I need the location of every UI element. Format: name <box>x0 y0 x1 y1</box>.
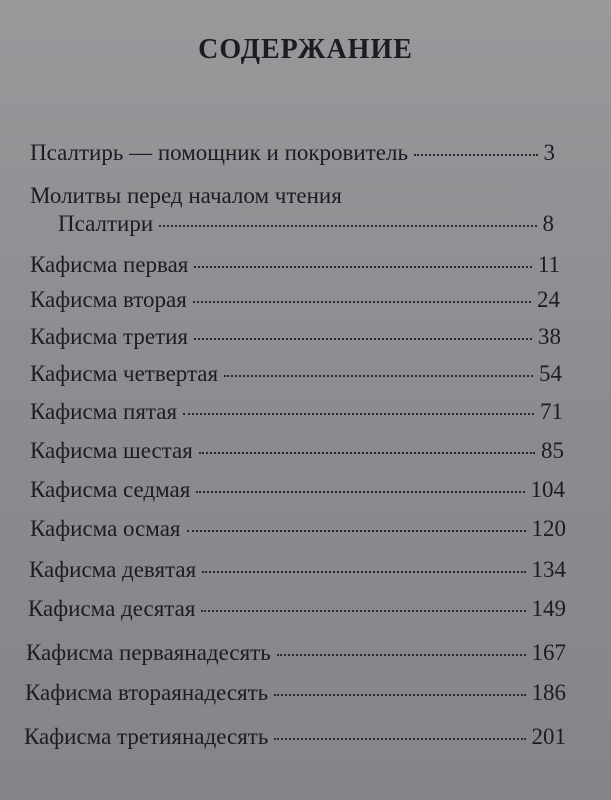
dot-leader <box>201 610 525 612</box>
toc-entry-page: 54 <box>539 361 562 386</box>
toc-entry-label: Кафисма пятая <box>30 399 178 424</box>
toc-entry-label: Кафисма втораянадесять <box>25 680 269 705</box>
toc-entry-label: Псалтири <box>58 211 154 236</box>
toc-entry-page: 149 <box>531 596 566 621</box>
toc-entry-label-line1: Молитвы перед началом чтения <box>30 183 342 208</box>
dot-leader <box>194 266 531 268</box>
toc-entry-label: Кафисма четвертая <box>30 361 219 386</box>
toc-entry <box>28 596 566 622</box>
toc-entry-page: 24 <box>537 287 560 312</box>
dot-leader <box>202 571 525 573</box>
toc-entry-page: 71 <box>540 399 563 424</box>
toc-entry <box>30 287 560 313</box>
toc-entry-page: 201 <box>531 724 566 749</box>
toc-entry-label: Кафисма десятая <box>28 596 196 621</box>
dot-leader <box>274 694 525 696</box>
dot-leader <box>183 413 534 415</box>
toc-entry <box>30 252 560 278</box>
toc-entry-page: 186 <box>531 680 566 705</box>
toc-entry <box>25 680 566 706</box>
toc-entry <box>58 211 554 237</box>
toc-entry-label: Кафисма вторая <box>30 287 187 312</box>
dot-leader <box>414 154 538 156</box>
toc-entry <box>24 724 566 750</box>
toc-entry-page: 134 <box>531 557 566 582</box>
toc-entry-page: 85 <box>541 438 564 463</box>
page-title: СОДЕРЖАНИЕ <box>198 34 413 65</box>
dot-leader <box>159 225 536 227</box>
dot-leader <box>199 452 535 454</box>
dot-leader <box>224 375 533 377</box>
dot-leader <box>277 654 526 656</box>
dot-leader <box>196 491 524 493</box>
dot-leader <box>194 338 532 340</box>
toc-entry-label: Кафисма шестая <box>30 438 193 463</box>
toc-entry-label: Псалтирь — помощник и покровитель <box>30 140 408 165</box>
toc-entry-page: 167 <box>531 640 566 665</box>
toc-entry <box>30 438 564 464</box>
toc-entry-page: 104 <box>530 477 565 502</box>
toc-entry-label: Кафисма третия <box>30 324 189 349</box>
toc-entry-label: Кафисма девятая <box>29 557 197 582</box>
toc-entry-label: Кафисма первая <box>30 252 189 277</box>
dot-leader <box>187 530 526 532</box>
toc-entry-page: 38 <box>538 324 561 349</box>
toc-entry-page: 3 <box>543 140 555 165</box>
toc-entry <box>30 516 566 542</box>
dot-leader <box>274 738 525 740</box>
toc-entry-label: Кафисма третиянадесять <box>24 724 269 749</box>
toc-entry <box>30 140 555 166</box>
toc-entry <box>30 399 563 425</box>
toc-entry <box>30 324 561 350</box>
dot-leader <box>193 301 531 303</box>
toc-entry-page: 11 <box>537 252 560 277</box>
toc-entry-label: Кафисма осмая <box>30 516 181 541</box>
toc-entry <box>30 361 562 387</box>
toc-entry <box>29 557 566 583</box>
toc-entry-label: Кафисма седмая <box>30 477 191 502</box>
toc-entry-page: 8 <box>542 211 554 236</box>
toc-entry-page: 120 <box>531 516 566 541</box>
toc-entry <box>30 477 565 503</box>
toc-entry-label: Кафисма перваянадесять <box>26 640 271 665</box>
toc-entry <box>26 640 566 666</box>
